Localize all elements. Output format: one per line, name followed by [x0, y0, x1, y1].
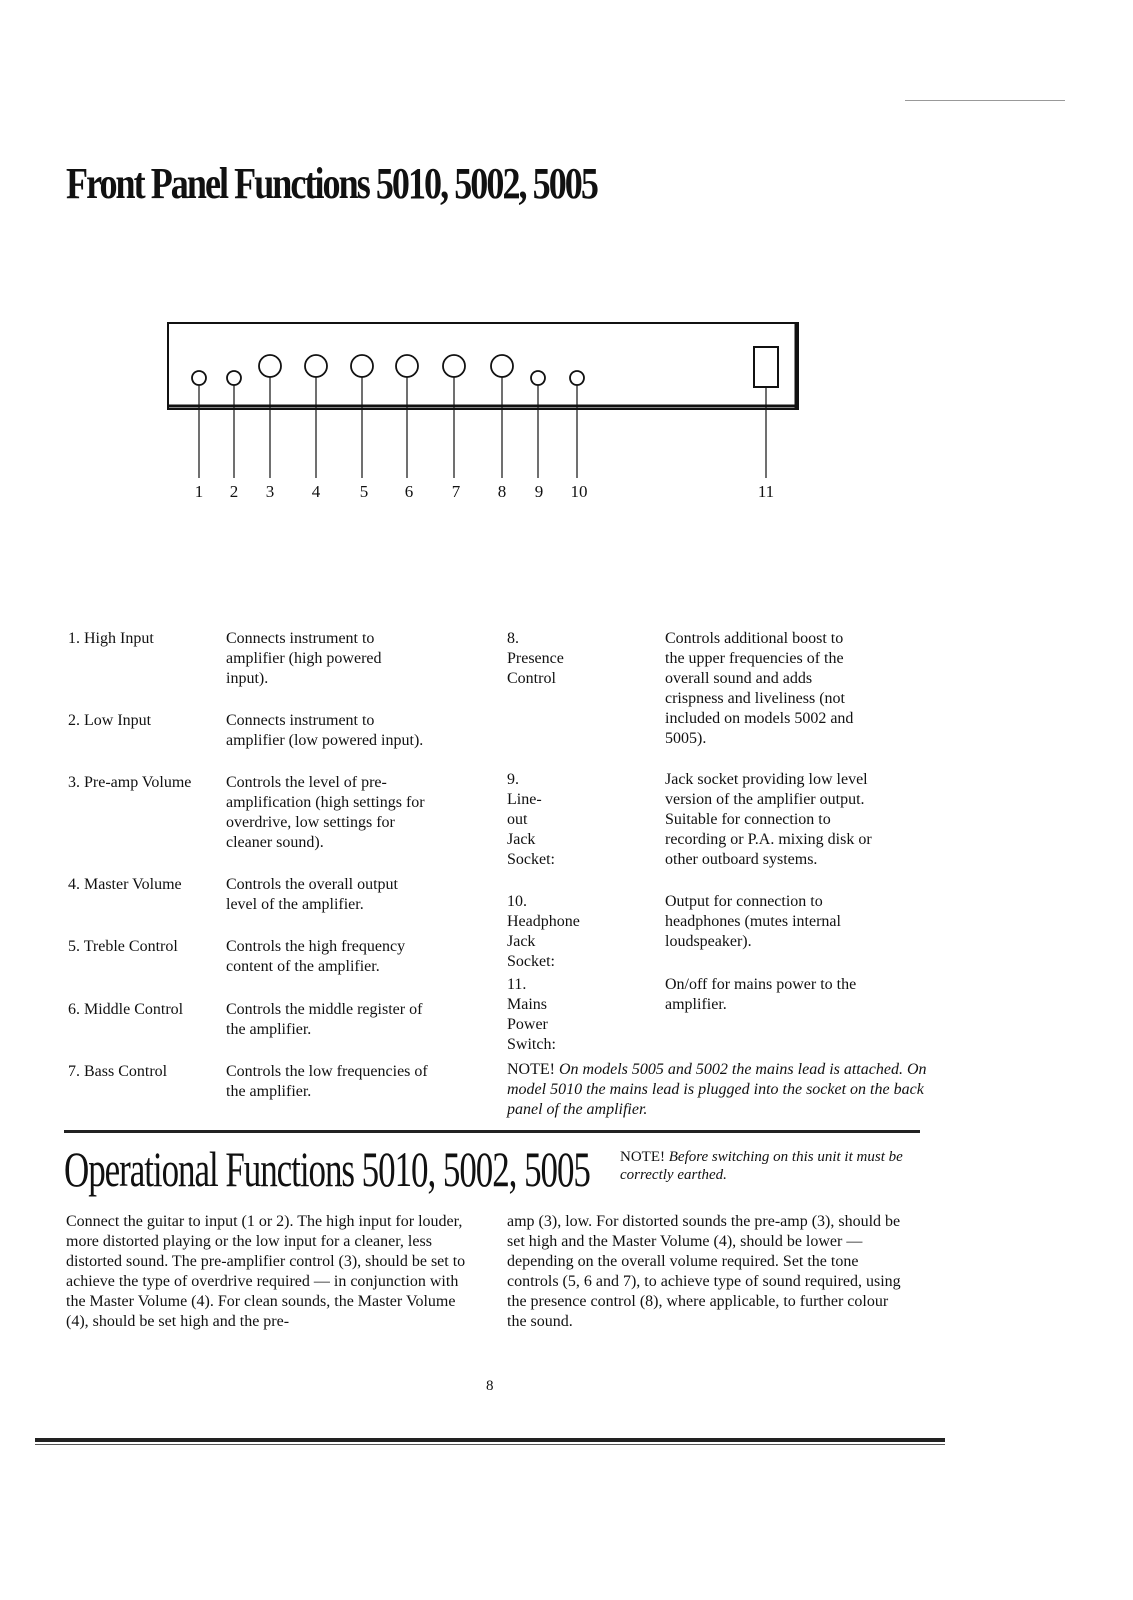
- knob-1: [192, 371, 206, 385]
- diagram-label-11: 11: [757, 482, 775, 501]
- bottom-rule: [35, 1438, 945, 1442]
- knob-8: [491, 355, 513, 377]
- control-label: 9. Line-out Jack Socket:: [507, 771, 555, 868]
- page-title: Front Panel Functions 5010, 5002, 5005: [66, 159, 597, 208]
- front-panel-diagram: [150, 320, 820, 520]
- top-right-rule: [905, 100, 1065, 101]
- control-description: Controls the overall output level of the amplifier.: [226, 876, 398, 913]
- diagram-label-10: 10: [570, 482, 588, 501]
- knob-6: [396, 355, 418, 377]
- diagram-label-3: 3: [265, 482, 275, 501]
- control-label: 3. Pre-amp Volume: [68, 774, 192, 791]
- note-text: On models 5005 and 5002 the mains lead is attached. On model 5010 the mains lead is plugged into the socket on the back panel of the amplifier.: [507, 1061, 927, 1118]
- note-text: Before switching on this unit it must be correctly earthed.: [620, 1149, 903, 1183]
- control-label: 8. Presence Control: [507, 630, 564, 687]
- control-label: 10. Headphone Jack Socket:: [507, 893, 580, 970]
- control-label: 2. Low Input: [68, 712, 152, 729]
- mains-lead-note: [507, 1060, 927, 1120]
- knob-3: [259, 355, 281, 377]
- diagram-label-7: 7: [451, 482, 461, 501]
- bottom-rule-thin: [35, 1444, 945, 1445]
- knob-2: [227, 371, 241, 385]
- knob-9: [531, 371, 545, 385]
- power-switch-shape: [754, 347, 778, 387]
- diagram-label-9: 9: [534, 482, 544, 501]
- knob-7: [443, 355, 465, 377]
- earthing-note: [620, 1148, 920, 1184]
- diagram-number-labels: [195, 482, 774, 501]
- control-description: Jack socket providing low level version of the amplifier output. Suitable for connection to recording or P.A. mixing disk or other outboard systems.: [665, 771, 872, 868]
- control-description: Controls the high frequency content of the amplifier.: [226, 938, 406, 975]
- knob-10: [570, 371, 584, 385]
- diagram-label-1: 1: [194, 482, 204, 501]
- control-label: 11. Mains Power Switch:: [507, 976, 556, 1053]
- control-label: 7. Bass Control: [68, 1063, 168, 1080]
- control-description: Controls the middle register of the amplifier.: [226, 1001, 423, 1038]
- control-label: 1. High Input: [68, 630, 154, 647]
- control-label: 6. Middle Control: [68, 1001, 184, 1018]
- knob-4: [305, 355, 327, 377]
- control-description: Connects instrument to amplifier (low powered input).: [226, 712, 424, 749]
- knob-group: [192, 355, 584, 478]
- control-description: Controls the low frequencies of the amplifier.: [226, 1063, 428, 1100]
- control-description: Connects instrument to amplifier (high powered input).: [226, 630, 382, 687]
- body-text-right: amp (3), low. For distorted sounds the pre-amp (3), should be set high and the Master Volume (4), should be lower — depending on the overall volume required. Set the tone controls (5, 6 and 7), to achieve type of sound required, using the presence control (8), where applicable, to further colour the sound.: [507, 1213, 901, 1330]
- section-title: Operational Functions 5010, 5002, 5005: [64, 1141, 590, 1197]
- note-label: NOTE!: [507, 1061, 555, 1078]
- control-description: On/off for mains power to the amplifier.: [665, 976, 857, 1013]
- diagram-label-5: 5: [359, 482, 369, 501]
- body-text-left: Connect the guitar to input (1 or 2). The high input for louder, more distorted playing or the low input for a cleaner, less distorted sound. The pre-amplifier control (3), should be set to achieve the type of overdrive required — in conjunction with the Master Volume (4). For clean sounds, the Master Volume (4), should be set high and the pre-: [66, 1213, 466, 1330]
- control-description: Output for connection to headphones (mutes internal loudspeaker).: [665, 893, 841, 950]
- diagram-label-8: 8: [497, 482, 507, 501]
- note-label: NOTE!: [620, 1149, 665, 1165]
- diagram-label-4: 4: [311, 482, 321, 501]
- page-number: 8: [486, 1378, 494, 1394]
- control-description: Controls the level of pre- amplification (high settings for overdrive, low settings for cleaner sound).: [226, 774, 425, 851]
- diagram-label-6: 6: [404, 482, 414, 501]
- section-divider: [64, 1130, 920, 1133]
- control-description: Controls additional boost to the upper frequencies of the overall sound and adds crispness and liveliness (not included on models 5002 and 5005).: [665, 630, 854, 747]
- control-label: 5. Treble Control: [68, 938, 178, 955]
- control-label: 4. Master Volume: [68, 876, 182, 893]
- knob-5: [351, 355, 373, 377]
- diagram-label-2: 2: [229, 482, 239, 501]
